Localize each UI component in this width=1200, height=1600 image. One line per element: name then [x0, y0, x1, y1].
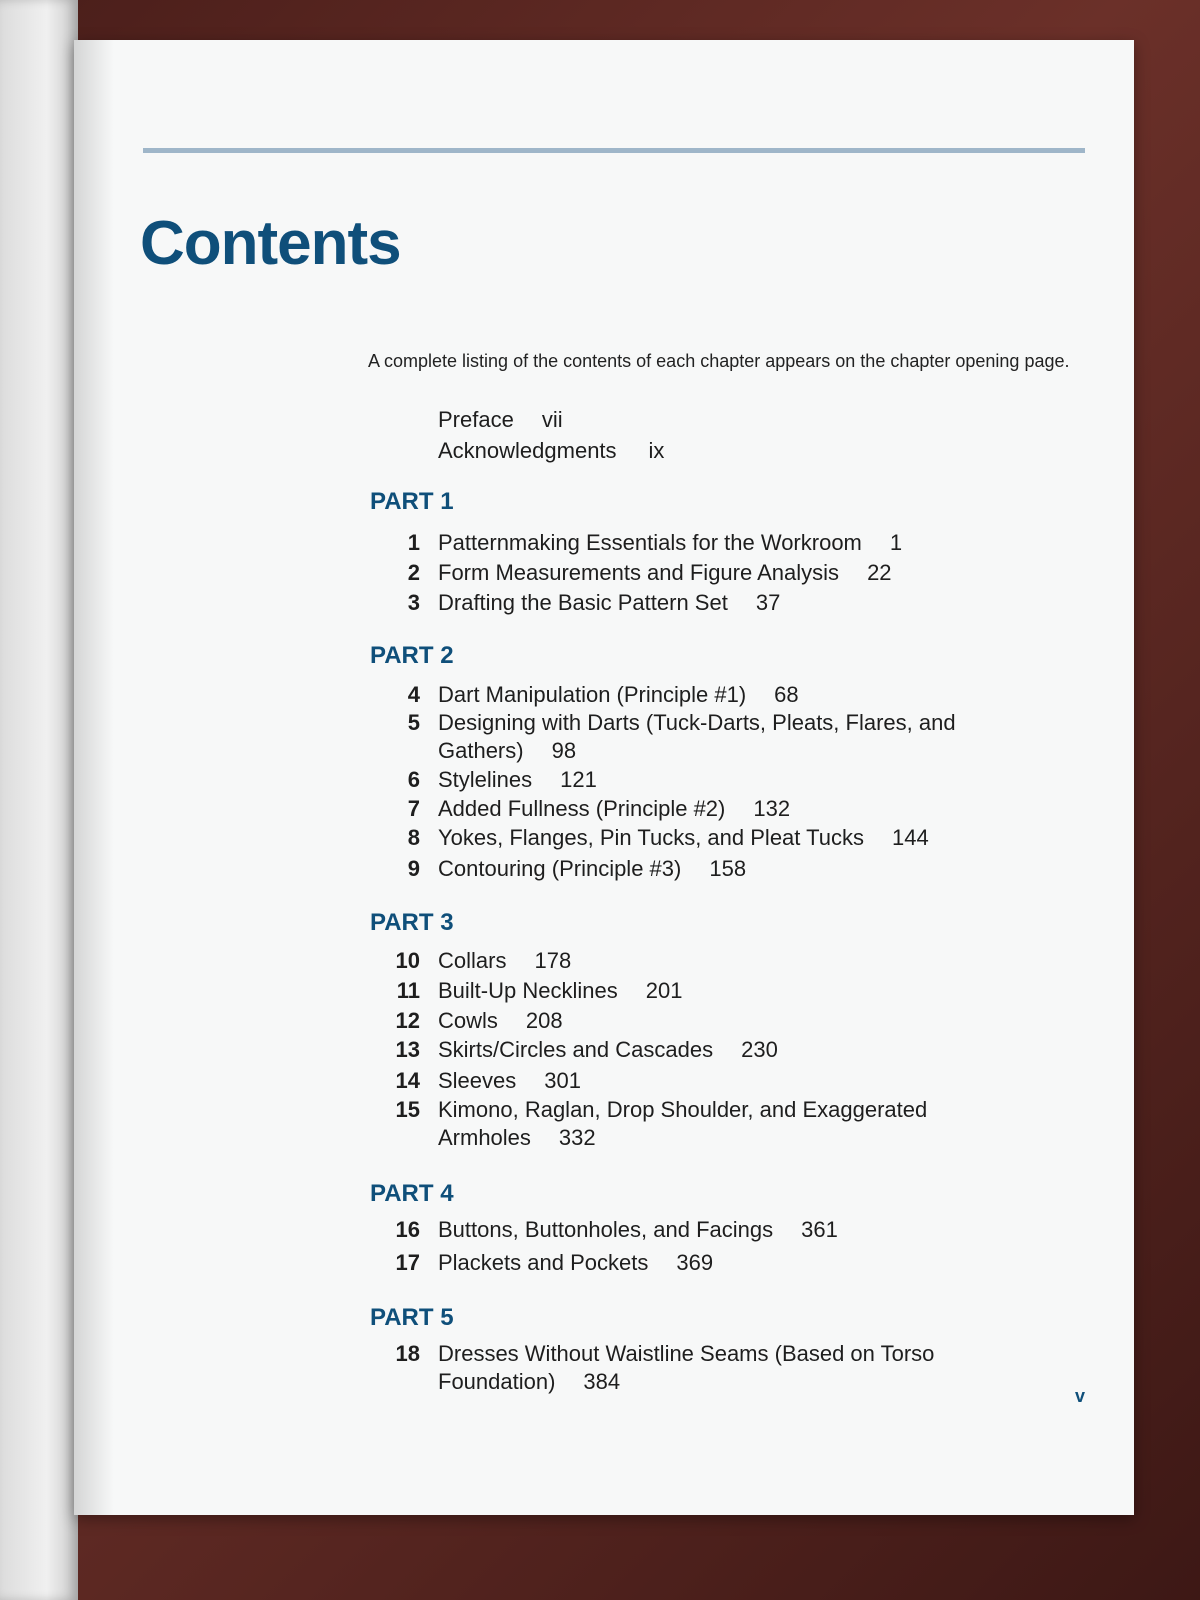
chapter-number: 7 — [407, 796, 420, 821]
front-matter-page: vii — [541, 407, 563, 432]
chapter-entry — [374, 1249, 1094, 1277]
chapter-number: 4 — [407, 682, 420, 707]
chapter-entry — [374, 1036, 1094, 1064]
part-heading: PART 3 — [370, 909, 454, 936]
chapter-page: 369 — [676, 1250, 714, 1275]
chapter-title: Dresses Without Waistline Seams (Based on Torso Foundation) — [438, 1341, 935, 1394]
chapter-number: 12 — [395, 1008, 420, 1033]
chapter-page: 201 — [645, 978, 683, 1003]
chapter-number: 8 — [407, 825, 420, 850]
chapter-title: Designing with Darts (Tuck-Darts, Pleats, Flares, and Gathers) — [438, 710, 956, 763]
chapter-number: 13 — [395, 1037, 420, 1062]
chapter-title: Stylelines — [438, 767, 533, 792]
chapter-number: 11 — [396, 978, 420, 1003]
chapter-entry — [374, 1007, 1094, 1035]
chapter-entry — [374, 1216, 1094, 1244]
chapter-title: Buttons, Buttonholes, and Facings — [438, 1217, 774, 1242]
chapter-title: Sleeves — [438, 1068, 517, 1093]
chapter-title: Built-Up Necklines — [438, 978, 618, 1003]
front-matter-item — [438, 407, 563, 433]
chapter-entry — [374, 947, 1094, 975]
chapter-title: Skirts/Circles and Cascades — [438, 1037, 714, 1062]
chapter-page: 132 — [753, 796, 791, 821]
chapter-title: Patternmaking Essentials for the Workroom — [438, 530, 862, 555]
chapter-title: Contouring (Principle #3) — [438, 856, 682, 881]
chapter-entry — [374, 795, 1094, 823]
front-matter-page: ix — [648, 438, 665, 463]
chapter-entry — [374, 709, 1094, 765]
chapter-title: Cowls — [438, 1008, 498, 1033]
intro-note: A complete listing of the contents of each chapter appears on the chapter opening page. — [368, 351, 1070, 371]
page-title: Contents — [140, 209, 401, 278]
page-number: v — [1075, 1386, 1086, 1406]
part-heading: PART 1 — [370, 488, 454, 515]
chapter-page: 37 — [755, 590, 781, 615]
chapter-page: 208 — [525, 1008, 563, 1033]
chapter-number: 5 — [407, 710, 420, 735]
chapter-page: 230 — [741, 1037, 778, 1062]
chapter-number: 3 — [407, 590, 420, 615]
chapter-entry — [374, 1067, 1094, 1095]
chapter-entry — [374, 529, 1094, 557]
chapter-title: Drafting the Basic Pattern Set — [438, 590, 728, 615]
chapter-page: 22 — [867, 560, 892, 585]
chapter-entry — [374, 559, 1094, 587]
chapter-page: 384 — [583, 1369, 621, 1394]
chapter-number: 18 — [395, 1341, 420, 1366]
chapter-page: 68 — [774, 682, 799, 707]
chapter-number: 14 — [395, 1068, 420, 1093]
chapter-page: 144 — [891, 825, 929, 850]
facing-page-edge — [0, 0, 78, 1600]
chapter-entry — [374, 855, 1094, 883]
chapter-entry — [374, 1340, 1094, 1396]
book-page — [74, 40, 1134, 1515]
chapter-page: 178 — [534, 948, 572, 973]
chapter-title: Kimono, Raglan, Drop Shoulder, and Exaggerated Armholes — [438, 1097, 928, 1150]
front-matter-title: Acknowledgments — [438, 438, 617, 463]
chapter-title: Plackets and Pockets — [438, 1250, 649, 1275]
chapter-entry — [374, 977, 1094, 1005]
chapter-number: 2 — [407, 560, 420, 585]
chapter-page: 158 — [709, 856, 747, 881]
chapter-entry — [374, 589, 1094, 617]
chapter-page: 121 — [560, 767, 597, 792]
chapter-number: 10 — [395, 948, 420, 973]
chapter-title: Dart Manipulation (Principle #1) — [438, 682, 747, 707]
spine-shadow — [74, 40, 114, 1515]
chapter-entry — [374, 824, 1094, 852]
part-heading: PART 2 — [370, 642, 454, 669]
chapter-number: 1 — [407, 530, 420, 555]
front-matter-title: Preface — [438, 407, 514, 432]
chapter-number: 9 — [407, 856, 420, 881]
chapter-number: 6 — [407, 767, 420, 792]
chapter-page: 1 — [889, 530, 903, 555]
part-heading: PART 4 — [370, 1180, 454, 1207]
chapter-title: Added Fullness (Principle #2) — [438, 796, 726, 821]
chapter-number: 16 — [395, 1217, 420, 1242]
chapter-title: Collars — [438, 948, 507, 973]
chapter-entry — [374, 681, 1094, 709]
chapter-page: 98 — [551, 738, 577, 763]
chapter-entry — [374, 766, 1094, 794]
chapter-title: Form Measurements and Figure Analysis — [438, 560, 840, 585]
front-matter-item — [438, 438, 664, 464]
chapter-page: 332 — [558, 1125, 596, 1150]
chapter-number: 17 — [395, 1250, 420, 1275]
part-heading: PART 5 — [370, 1304, 454, 1331]
chapter-number: 15 — [395, 1097, 420, 1122]
chapter-entry — [374, 1096, 1094, 1152]
header-rule — [143, 148, 1085, 153]
chapter-title: Yokes, Flanges, Pin Tucks, and Pleat Tucks — [438, 825, 864, 850]
chapter-page: 361 — [801, 1217, 838, 1242]
chapter-page: 301 — [544, 1068, 581, 1093]
